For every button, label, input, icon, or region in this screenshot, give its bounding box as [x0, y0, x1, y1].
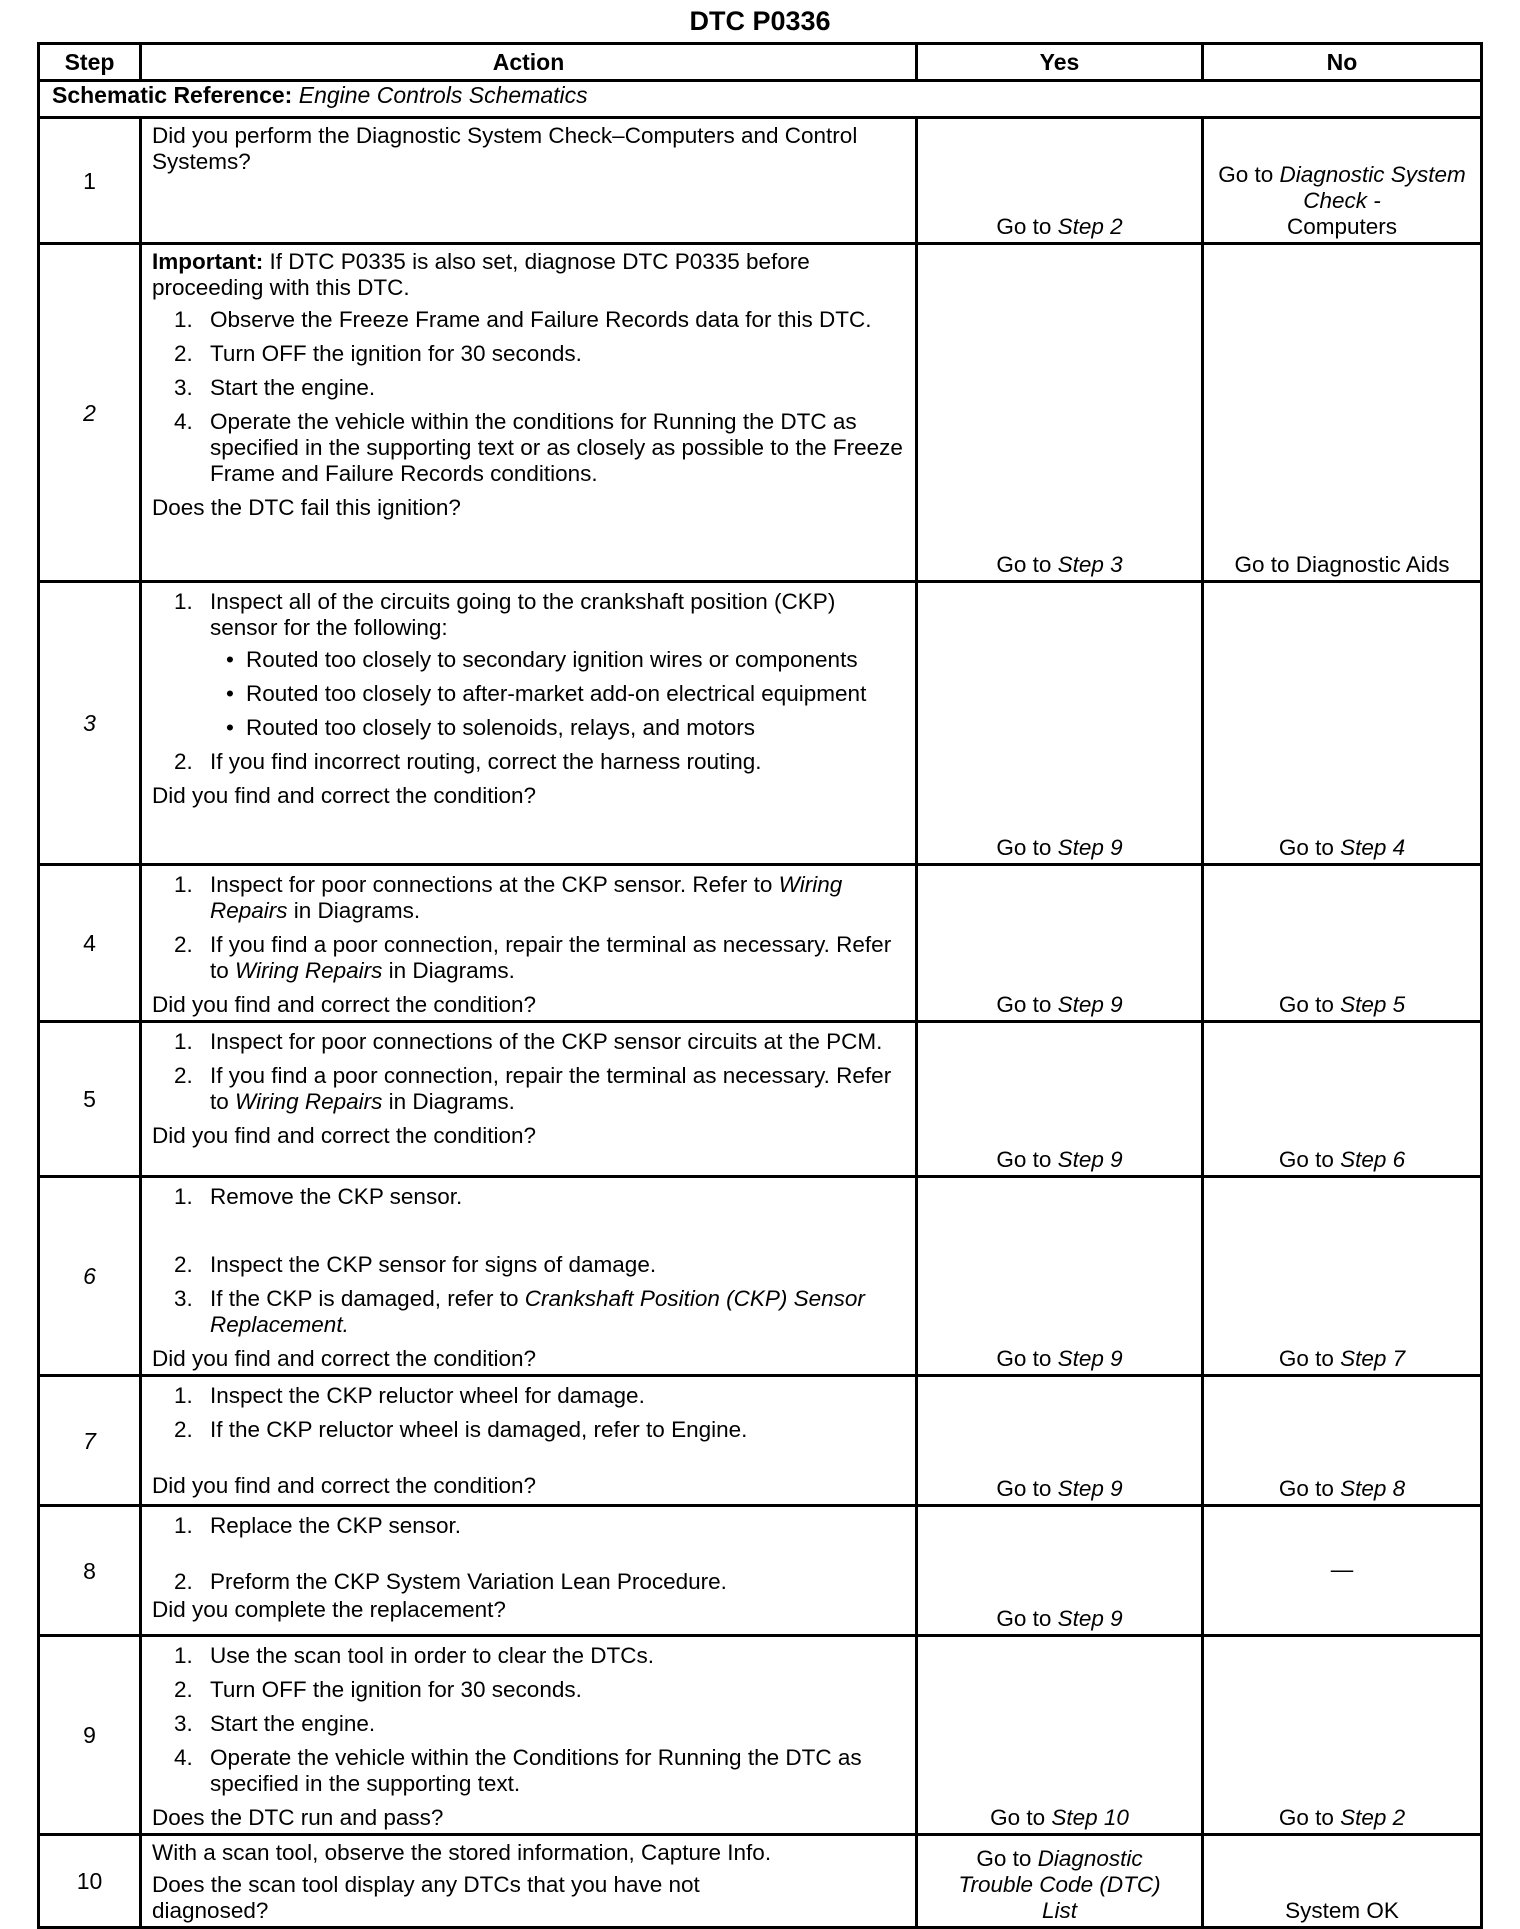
no-cell	[1203, 1177, 1482, 1376]
bullet-item: • Routed too closely to after-market add-on electrical equipment	[226, 681, 867, 706]
question-text: Did you complete the replacement?	[152, 1597, 506, 1622]
list-item: 1. Observe the Freeze Frame and Failure Records data for this DTC.	[174, 307, 872, 332]
table-row	[39, 118, 1482, 244]
page-title: DTC P0336	[689, 6, 831, 36]
list-item: 3. Start the engine.	[174, 1711, 376, 1736]
list-item: 3. If the CKP is damaged, refer to Crankshaft Position (CKP) Sensor Replacement.	[174, 1286, 865, 1337]
list-item: 1. Inspect for poor connections at the CKP sensor. Refer to Wiring Repairs in Diagrams.	[174, 872, 843, 923]
wiring-repairs-link[interactable]: Wiring Repairs	[210, 872, 843, 923]
table-row	[39, 1376, 1482, 1506]
yes-prefix: Go to	[996, 1147, 1052, 1172]
no-prefix: Go to	[1278, 1476, 1334, 1501]
no-cell	[1203, 1835, 1482, 1928]
action-text: With a scan tool, observe the stored information, Capture Info.	[152, 1840, 772, 1865]
action-cell	[141, 1376, 917, 1506]
step-number: 1	[39, 118, 141, 244]
yes-link[interactable]: Step 9	[1057, 1606, 1123, 1631]
action-cell	[141, 118, 917, 244]
no-link[interactable]: Step 6	[1340, 1147, 1406, 1172]
step-number: 8	[39, 1506, 141, 1636]
table-row	[39, 582, 1482, 865]
list-item: 1. Inspect for poor connections of the CKP sensor circuits at the PCM.	[174, 1029, 883, 1054]
no-prefix: Go to	[1278, 835, 1334, 860]
diagnostic-table	[37, 42, 1483, 1929]
table-row	[39, 1506, 1482, 1636]
yes-link[interactable]: Step 2	[1057, 214, 1123, 239]
spacer	[152, 1218, 905, 1244]
step-number: 3	[39, 582, 141, 865]
question-text: Does the DTC run and pass?	[152, 1805, 444, 1830]
yes-link[interactable]: Diagnostic Trouble Code (DTC) List	[958, 1846, 1161, 1923]
spacer	[152, 1547, 905, 1561]
step-number: 4	[39, 865, 141, 1022]
schematic-link[interactable]: Engine Controls Schematics	[298, 82, 588, 108]
yes-cell	[917, 1506, 1203, 1636]
header-no: No	[1203, 44, 1482, 81]
no-prefix: Go to	[1278, 1346, 1334, 1371]
list-item: 2. Turn OFF the ignition for 30 seconds.	[174, 1677, 582, 1702]
bullet-list	[210, 647, 905, 741]
step-number: 2	[39, 244, 141, 582]
list-item: 1. Replace the CKP sensor.	[174, 1513, 461, 1538]
action-cell	[141, 1506, 917, 1636]
action-cell	[141, 1177, 917, 1376]
yes-link[interactable]: Step 9	[1057, 992, 1123, 1017]
yes-prefix: Go to	[996, 214, 1052, 239]
step-number: 5	[39, 1022, 141, 1177]
yes-prefix: Go to	[990, 1805, 1046, 1830]
table-row	[39, 1835, 1482, 1928]
bullet-item: • Routed too closely to secondary ignition wires or components	[226, 647, 858, 672]
action-cell	[141, 582, 917, 865]
spacer	[152, 1451, 905, 1465]
list-item: 1. Inspect all of the circuits going to the crankshaft position (CKP) sensor for the following: • Routed too closely to secondary ignition wires or components • Routed too closely to after-market add-on electrical equipment • Routed too closely to solenoids, relays, and motors	[152, 589, 905, 741]
yes-prefix: Go to	[976, 1846, 1032, 1871]
yes-prefix: Go to	[996, 1476, 1052, 1501]
yes-link[interactable]: Step 9	[1057, 1346, 1123, 1371]
no-cell	[1203, 582, 1482, 865]
yes-cell	[917, 1835, 1203, 1928]
step-list	[152, 872, 905, 984]
list-item: 3. Start the engine.	[174, 375, 376, 400]
question-text: Does the DTC fail this ignition?	[152, 495, 461, 520]
no-value-dash: —	[1330, 1556, 1354, 1582]
step-list	[152, 1184, 905, 1338]
list-item: 2. If you find incorrect routing, correct the harness routing.	[174, 749, 762, 774]
wiring-repairs-link[interactable]: Wiring Repairs	[235, 1089, 383, 1114]
no-cell	[1203, 118, 1482, 244]
list-item: 2. Preform the CKP System Variation Lean Procedure.	[174, 1569, 727, 1594]
no-link[interactable]: Step 7	[1340, 1346, 1406, 1371]
step-list	[152, 307, 905, 487]
action-cell	[141, 244, 917, 582]
yes-prefix: Go to	[996, 552, 1052, 577]
list-item: 2. If you find a poor connection, repair the terminal as necessary. Refer to Wiring Repairs in Diagrams.	[174, 1063, 892, 1114]
yes-link[interactable]: Step 9	[1057, 1147, 1123, 1172]
important-label: Important:	[152, 249, 264, 274]
no-link[interactable]: Diagnostic System Check -	[1279, 162, 1466, 213]
yes-link[interactable]: Step 9	[1057, 835, 1123, 860]
question-text: Did you find and correct the condition?	[152, 992, 536, 1017]
list-item: 2. Inspect the CKP sensor for signs of damage.	[174, 1252, 657, 1277]
list-item: 2. If you find a poor connection, repair the terminal as necessary. Refer to Wiring Repairs in Diagrams.	[174, 932, 892, 983]
step-number: 10	[39, 1835, 141, 1928]
no-link[interactable]: Step 2	[1340, 1805, 1406, 1830]
yes-link[interactable]: Step 3	[1057, 552, 1123, 577]
action-text: Did you perform the Diagnostic System Check–Computers and Control Systems?	[152, 123, 858, 174]
yes-cell	[917, 582, 1203, 865]
wiring-repairs-link[interactable]: Wiring Repairs	[235, 958, 383, 983]
table-row	[39, 1636, 1482, 1835]
no-cell	[1203, 1636, 1482, 1835]
no-cell	[1203, 865, 1482, 1022]
schematic-reference-row	[39, 81, 1482, 118]
step-number: 9	[39, 1636, 141, 1835]
system-ok-text: System OK	[1285, 1898, 1399, 1923]
schematic-label: Schematic Reference:	[52, 82, 293, 108]
yes-link[interactable]: Step 10	[1051, 1805, 1129, 1830]
important-note	[152, 249, 905, 301]
step-number: 6	[39, 1177, 141, 1376]
yes-cell	[917, 1376, 1203, 1506]
no-prefix: Go to	[1278, 992, 1334, 1017]
list-item: 2. Turn OFF the ignition for 30 seconds.	[174, 341, 582, 366]
step-list	[152, 1029, 905, 1115]
yes-cell	[917, 1022, 1203, 1177]
question-text: Did you find and correct the condition?	[152, 1346, 536, 1371]
bullet-item: • Routed too closely to solenoids, relays, and motors	[226, 715, 756, 740]
action-cell	[141, 1636, 917, 1835]
step-number: 7	[39, 1376, 141, 1506]
action-cell	[141, 865, 917, 1022]
no-link[interactable]: Step 4	[1340, 835, 1406, 860]
list-item: 1. Inspect the CKP reluctor wheel for damage.	[174, 1383, 645, 1408]
yes-prefix: Go to	[996, 1606, 1052, 1631]
no-prefix: Go to	[1218, 162, 1274, 187]
no-prefix: Go to	[1278, 1147, 1334, 1172]
list-item: 4. Operate the vehicle within the Conditions for Running the DTC as specified in the supporting text.	[174, 1745, 862, 1796]
yes-cell	[917, 1636, 1203, 1835]
action-cell	[141, 1835, 917, 1928]
table-row	[39, 865, 1482, 1022]
list-item: 2. If the CKP reluctor wheel is damaged, refer to Engine.	[174, 1417, 748, 1442]
yes-cell	[917, 118, 1203, 244]
list-item: 1. Remove the CKP sensor.	[174, 1184, 463, 1209]
list-item: 1. Use the scan tool in order to clear the DTCs.	[174, 1643, 654, 1668]
step-list	[152, 589, 905, 775]
question-text: Did you find and correct the condition?	[152, 1473, 536, 1498]
no-link[interactable]: Step 8	[1340, 1476, 1406, 1501]
yes-cell	[917, 1177, 1203, 1376]
no-prefix: Go to	[1278, 1805, 1334, 1830]
yes-prefix: Go to	[996, 835, 1052, 860]
table-row	[39, 1177, 1482, 1376]
no-link[interactable]: Go to Diagnostic Aids	[1234, 552, 1450, 577]
no-cell	[1203, 1022, 1482, 1177]
important-text: If DTC P0335 is also set, diagnose DTC P0335 before proceeding with this DTC.	[152, 249, 810, 300]
no-cell	[1203, 244, 1482, 582]
schematic-reference	[39, 81, 1482, 118]
no-suffix: Computers	[1286, 214, 1398, 239]
step-list	[152, 1643, 905, 1797]
question-text: Does the scan tool display any DTCs that you have not diagnosed?	[152, 1872, 700, 1923]
no-cell	[1203, 1376, 1482, 1506]
no-cell	[1203, 1506, 1482, 1636]
header-yes: Yes	[917, 44, 1203, 81]
yes-link[interactable]: Step 9	[1057, 1476, 1123, 1501]
question-text: Did you find and correct the condition?	[152, 1123, 536, 1148]
yes-cell	[917, 865, 1203, 1022]
table-row	[39, 1022, 1482, 1177]
step-list	[152, 1383, 905, 1465]
header-action: Action	[141, 44, 917, 81]
yes-cell	[917, 244, 1203, 582]
question-text: Did you find and correct the condition?	[152, 783, 536, 808]
list-item: 4. Operate the vehicle within the conditions for Running the DTC as specified in the supporting text or as closely as possible to the Freeze Frame and Failure Records conditions.	[174, 409, 903, 486]
table-row	[39, 244, 1482, 582]
ckp-replacement-link[interactable]: Crankshaft Position (CKP) Sensor Replacement.	[210, 1286, 865, 1337]
step-list	[152, 1513, 905, 1595]
yes-prefix: Go to	[996, 992, 1052, 1017]
header-step: Step	[39, 44, 141, 81]
action-cell	[141, 1022, 917, 1177]
no-link[interactable]: Step 5	[1340, 992, 1406, 1017]
table-header-row	[39, 44, 1482, 81]
yes-prefix: Go to	[996, 1346, 1052, 1371]
